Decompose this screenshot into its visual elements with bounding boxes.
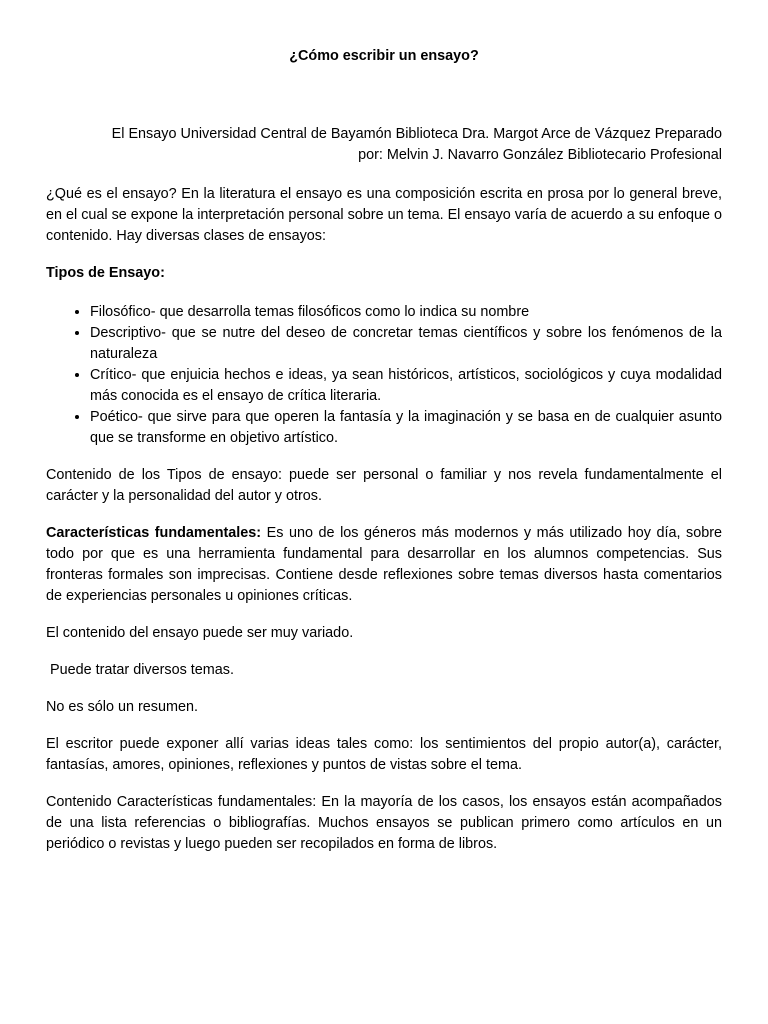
writer-paragraph: El escritor puede exponer allí varias ideas tales como: los sentimientos del propio autor(a), carácter, fantasías, amores, opiniones, reflexiones y puntos de vistas sobre el tema.: [46, 736, 722, 773]
characteristics-text: Es uno de los géneros más modernos y más utilizado hoy día, sobre todo por que es una herramienta fundamental para desarrollar en los alumnos competencias. Sus fronteras formales son imprecisas. Contiene desde reflexiones sobre temas diversos hasta comentarios de experiencias personales u opiniones críticas.: [46, 525, 722, 604]
list-item: • Descriptivo- que se nutre del deseo de concretar temas científicos y sobre los fenómenos de la naturaleza: [90, 323, 722, 365]
list-item: • Poético- que sirve para que operen la fantasía y la imaginación y se basa en de cualquier asunto que se transforme en objetivo artístico.: [90, 407, 722, 449]
document-body: [46, 184, 722, 871]
byline-line-1: El Ensayo Universidad Central de Bayamón Biblioteca Dra. Margot Arce de Vázquez Preparado: [111, 126, 722, 142]
topics-line: Puede tratar diversos temas.: [46, 662, 234, 678]
summary-line: No es sólo un resumen.: [46, 699, 198, 715]
content-characteristics-paragraph: Contenido Características fundamentales: En la mayoría de los casos, los ensayos están acompañados de una lista referencias o bibliografías. Muchos ensayos se publican primero como artículos en un periódico o revistas y luego pueden ser recopilados en forma de libros.: [46, 794, 722, 852]
characteristics-paragraph: [46, 523, 722, 607]
types-heading: Tipos de Ensayo:: [46, 265, 165, 281]
document-title: ¿Cómo escribir un ensayo?: [289, 48, 479, 64]
byline: [46, 124, 722, 166]
types-list: [46, 302, 722, 449]
byline-line-2: por: Melvin J. Navarro González Bibliotecario Profesional: [358, 147, 722, 163]
list-item: • Filosófico- que desarrolla temas filosóficos como lo indica su nombre: [90, 302, 722, 323]
content-types-paragraph: Contenido de los Tipos de ensayo: puede ser personal o familiar y nos revela fundamentalmente el carácter y la personalidad del autor y otros.: [46, 467, 722, 504]
intro-paragraph: ¿Qué es el ensayo? En la literatura el ensayo es una composición escrita en prosa por lo general breve, en el cual se expone la interpretación personal sobre un tema. El ensayo varía de acuerdo a su enfoque o contenido. Hay diversas clases de ensayos:: [46, 186, 723, 244]
list-item: • Crítico- que enjuicia hechos e ideas, ya sean históricos, artísticos, sociológicos y cuya modalidad más conocida es el ensayo de crítica literaria.: [90, 365, 722, 407]
characteristics-label: Características fundamentales:: [46, 525, 262, 541]
varied-line: El contenido del ensayo puede ser muy variado.: [46, 625, 354, 641]
